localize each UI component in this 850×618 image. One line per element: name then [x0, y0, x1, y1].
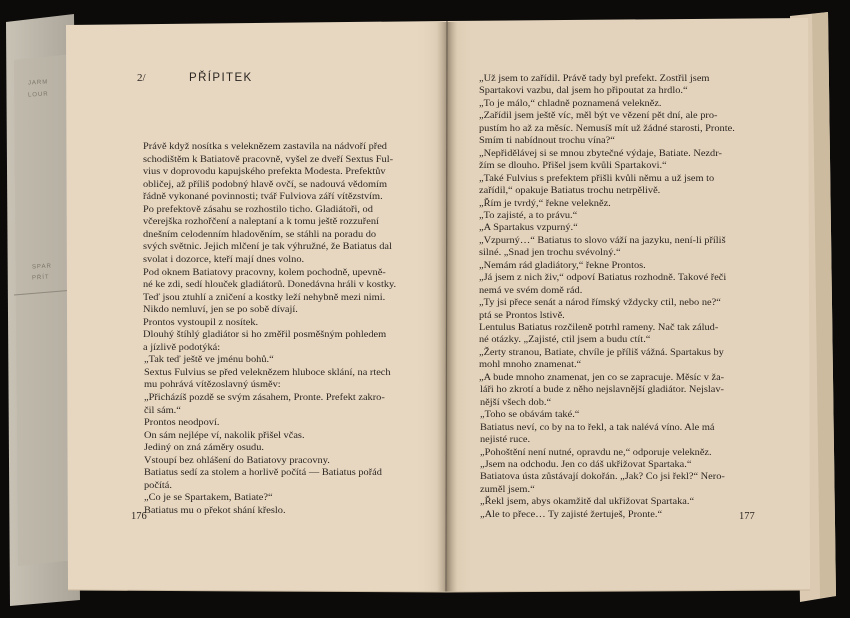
text-line: „Vzpurný…“ Batiatus to slovo váží na jazyku, není-li příliš — [479, 234, 726, 246]
text-line: né otázky. „Zajisté, ctil jsem a budu ctít.“ — [479, 334, 651, 346]
text-line: „Žerty stranou, Batiate, chvíle je příliš vážná. Spartakus by — [479, 346, 725, 358]
text-line: „Zařídil jsem ještě víc, měl být ve vězení pět dní, ale pro- — [479, 110, 718, 122]
text-line: „To zajisté, a to právu.“ — [479, 209, 578, 221]
text-line: láři ho zkrotí a bude z něho nejslavnější gladiátor. Nejslav- — [479, 384, 724, 396]
text-line: ptá se Prontos lstivě. — [479, 309, 566, 321]
text-line: Batiatus sedí za stolem a horlivě počítá — Batiatus pořád — [143, 467, 382, 479]
text-line: né ke zdi, sedí hlouček gladiátorů. Donedávna hráli v kostky. — [143, 279, 397, 291]
text-line: nější všech dob.“ — [479, 396, 551, 408]
text-line: Lentulus Batiatus rozčileně potrhl rameny. Nač tak zálud- — [479, 322, 719, 333]
background-book-text-4: PŘÍT — [31, 274, 50, 282]
text-line: Právě když nosítka s veleknězem zastavila na nádvoří před — [143, 141, 387, 152]
text-line: On sám nejlépe ví, nakolik přišel včas. — [143, 429, 305, 441]
text-line: nejisté ruce. — [479, 434, 530, 446]
text-line: počítá. — [143, 479, 172, 491]
text-line: „A bude mnoho znamenat, jen co se zapracuje. Měsíc v ža- — [479, 371, 725, 383]
text-line: dnešním celodenním hladověním, se stáhli na poradu do — [143, 228, 377, 240]
text-line: „Já jsem z nich živ,“ odpoví Batiatus rozhodně. Takové řeči — [479, 272, 727, 284]
text-line: „Už jsem to zařídil. Právě tady byl prefekt. Zostřil jsem — [479, 73, 710, 84]
text-line: zařídil,“ opakuje Batiatus trochu netrpělivě. — [479, 185, 661, 197]
text-line: nemá ve svém domě rád. — [479, 284, 583, 296]
text-line: Prontos neodpoví. — [143, 417, 220, 429]
text-line: žím se dlouho. Přišel jsem kvůli Spartakovi.“ — [479, 160, 667, 172]
text-line: pustím ho až za měsíc. Nemusíš mít už žádné starosti, Pronte. — [479, 122, 735, 134]
text-line: a jízlivě podotýká: — [143, 341, 221, 353]
text-line: „Také Fulvius s prefektem přišli kvůli němu a už jsem to — [479, 172, 715, 184]
text-line: svolat i dozorce, kteří mají dnes volno. — [143, 253, 305, 265]
text-line: „Řekl jsem, abys okamžitě dal ukřižovat Spartaka.“ — [479, 496, 694, 508]
text-line: „Nemám rád gladiátory,“ řekne Prontos. — [479, 259, 647, 271]
text-line: včerejška rozhořčení a naleptaní a k tomu ještě rozzuření — [143, 216, 380, 228]
background-book-text-1: JARM — [27, 79, 49, 87]
text-line: „Co je se Spartakem, Batiate?“ — [143, 492, 273, 504]
text-line: Jediný on zná záměry osudu. — [143, 442, 264, 454]
text-line: vius v doprovodu kapujského prefekta Modesta. Prefektův — [143, 166, 386, 178]
text-line: silné. „Snad jen trochu svévolný.“ — [479, 247, 621, 259]
text-line: „Ale to přece… Ty zajisté žertuješ, Pronte.“ — [479, 508, 662, 520]
text-line: svých světnic. Jejich mlčení je tak výhružné, že Batiatus dal — [143, 241, 393, 253]
chapter-number: 2/ — [137, 72, 146, 84]
text-line: Prontos vystoupil z nosítek. — [143, 316, 259, 328]
text-line: „A Spartakus vzpurný.“ — [479, 222, 578, 234]
text-line: mohl mnoho znamenat.“ — [479, 359, 582, 371]
text-line: „Přicházíš pozdě se svým zásahem, Pronte. Prefekt zakro- — [143, 392, 385, 403]
text-line: Sextus Fulvius se před veleknězem hluboce sklání, na rtech — [143, 366, 391, 378]
text-line: obličej, až příliš podobný hlavě ovčí, se nadouvá vědomím — [143, 178, 388, 190]
text-line: „Řím je tvrdý,“ řekne velekněz. — [479, 197, 611, 209]
text-line: „Ty jsi přece senát a národ římský vždycky ctil, nebo ne?“ — [479, 297, 722, 309]
text-line: zuměl jsem.“ — [479, 483, 535, 495]
text-line: „Nepřidělávej si se mnou zbytečné výdaje, Batiate. Nezdr- — [479, 147, 723, 159]
text-line: „Pohoštění není nutné, opravdu ne,“ odporuje velekněz. — [479, 446, 712, 458]
text-line: mu pohrává vítězoslavný úsměv: — [143, 379, 281, 391]
text-line: Smím ti nabídnout trochu vína?“ — [479, 135, 615, 147]
text-line: schodištěm k Batiatově pracovně, vyšel ze dveří Sextus Ful- — [143, 153, 394, 165]
text-line: řádně vykonané povinnosti; tvář Fulviova září vítězstvím. — [143, 191, 383, 203]
text-line: Teď jsou ztuhlí a zničení a kostky leží nehybně mezi nimi. — [143, 291, 386, 303]
background-book-text-2: LOUR — [27, 91, 49, 99]
text-line: Batiatus neví, co by na to řekl, a tak nalévá víno. Ale má — [479, 421, 715, 433]
page-number-left: 176 — [131, 511, 147, 522]
text-line: Batiatus mu o překot shání křeslo. — [143, 504, 286, 516]
text-line: Nikdo nemluví, jen se po sobě dívají. — [143, 304, 299, 316]
text-line: čil sám.“ — [143, 404, 181, 416]
text-line: Po prefektově zásahu se rozhostilo ticho. Gladiátoři, od — [143, 203, 374, 215]
text-line: Dlouhý štíhlý gladiátor si ho změřil posměšným pohledem — [143, 329, 387, 341]
text-line: Vstoupí bez ohlášení do Batiatovy pracovny. — [143, 454, 330, 466]
background-book-text-3: SPAR — [31, 263, 53, 271]
text-line: „Tak teď ještě ve jménu bohů.“ — [143, 354, 274, 366]
text-line: Spartakovi vazbu, dal jsem ho připoutat za hrdlo.“ — [479, 85, 688, 97]
text-line: „Jsem na odchodu. Jen co dáš ukřižovat Spartaka.“ — [479, 458, 692, 470]
page-number-right: 177 — [739, 511, 755, 522]
text-line: „To je málo,“ chladně poznamená velekněz. — [479, 97, 662, 109]
text-line: Batiatova ústa zůstávají dokořán. „Jak? Co jsi řekl?“ Nero- — [479, 471, 725, 483]
text-line: „Toho se obávám také.“ — [479, 409, 579, 421]
chapter-title: PŘÍPITEK — [189, 72, 253, 84]
text-line: Pod oknem Batiatovy pracovny, kolem pochodně, upevně- — [143, 266, 387, 278]
